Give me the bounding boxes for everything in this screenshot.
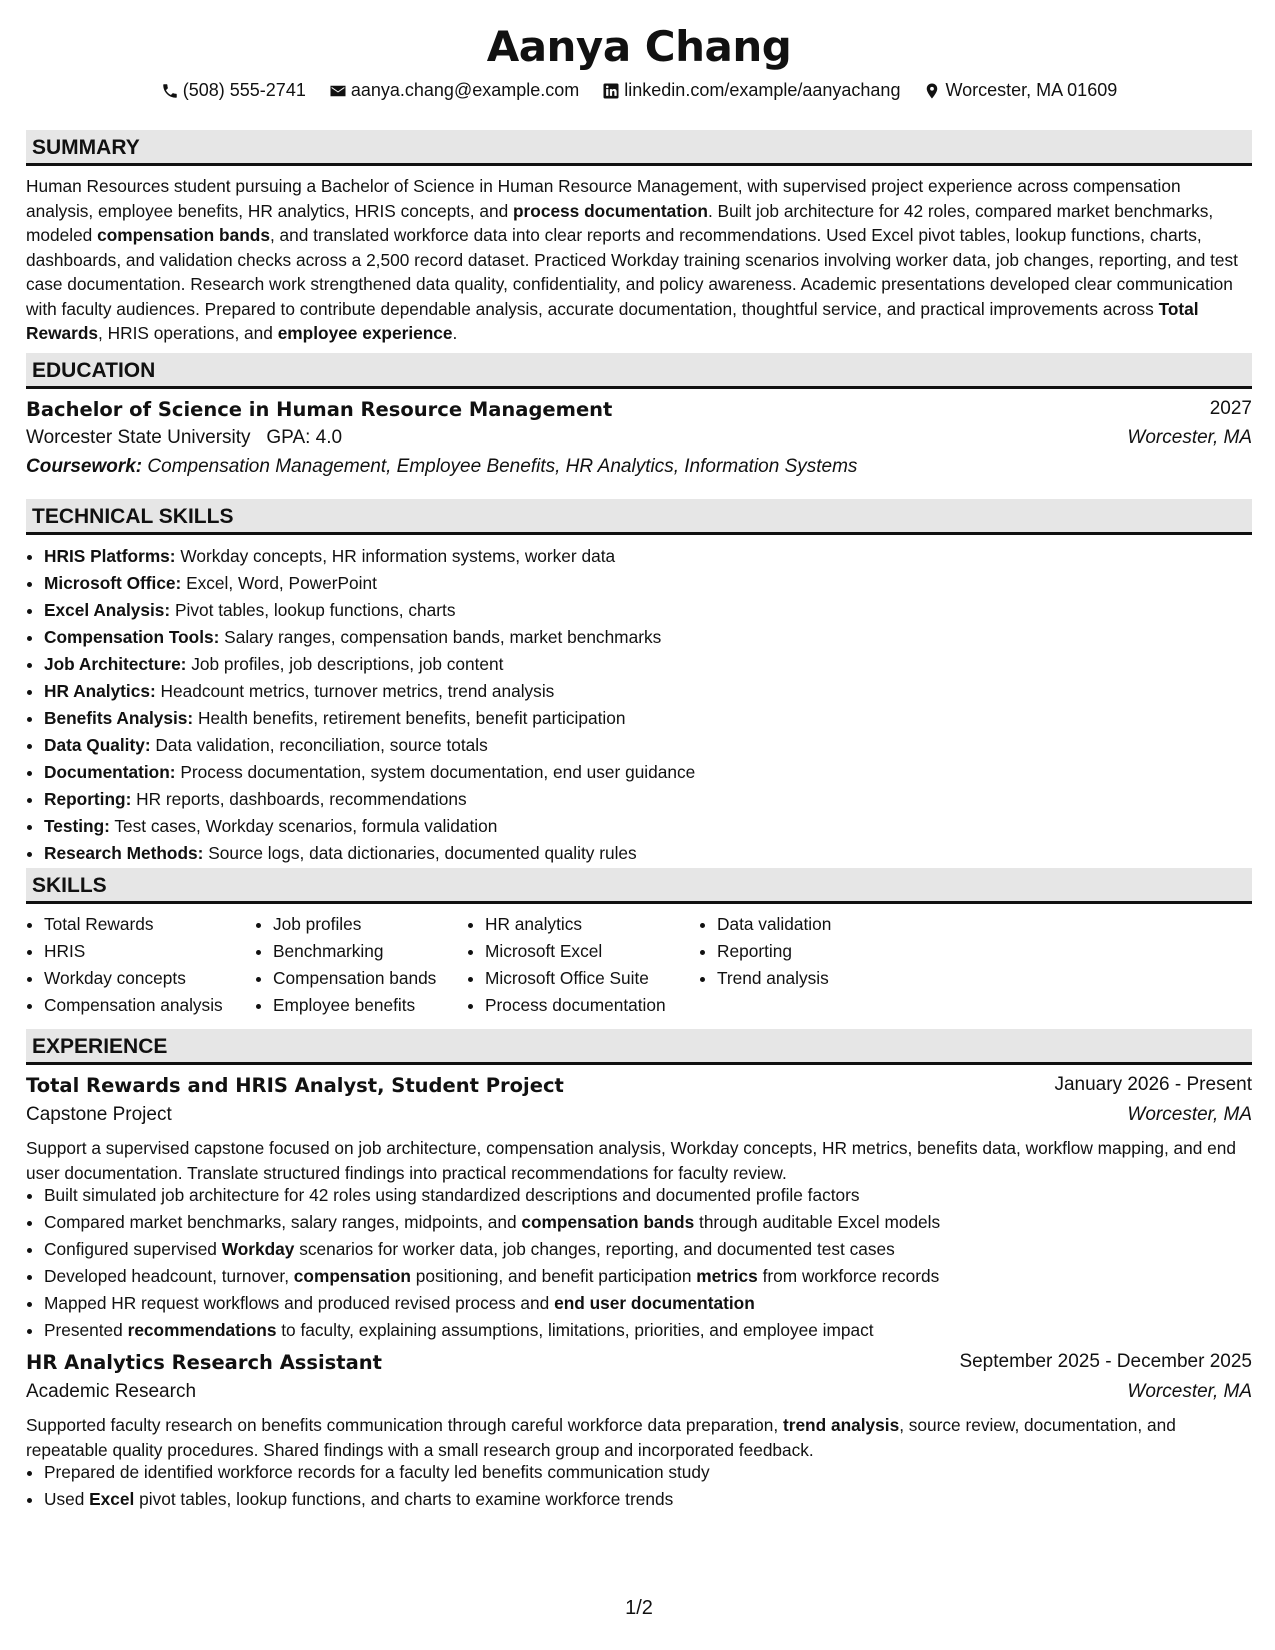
skills-column-4 xyxy=(699,911,831,992)
degree-title: Bachelor of Science in Human Resource Management xyxy=(26,398,613,421)
list-item xyxy=(44,840,695,867)
linkedin-text: linkedin.com/example/aanyachang xyxy=(624,80,901,100)
list-item xyxy=(44,1317,940,1344)
job-bullets xyxy=(26,1182,940,1344)
education-degree-row xyxy=(26,398,1252,426)
job-location: Worcester, MA xyxy=(1127,1381,1252,1402)
list-item xyxy=(44,1209,940,1236)
bullet-bold: metrics xyxy=(696,1266,758,1286)
job-bullets xyxy=(26,1459,710,1513)
candidate-name: Aanya Chang xyxy=(486,22,792,71)
school-name: Worcester State University xyxy=(26,427,251,448)
skill-label: Data Quality: xyxy=(44,735,151,755)
coursework xyxy=(26,456,857,478)
list-item: • Microsoft Office Suite xyxy=(485,965,666,992)
summary-bold: process documentation xyxy=(513,200,708,221)
job-title-row xyxy=(26,1351,1252,1379)
section-header-education xyxy=(26,353,1252,389)
bullet-text: Used xyxy=(44,1489,90,1509)
job-location: Worcester, MA xyxy=(1127,1104,1252,1125)
list-item: • Data validation xyxy=(717,911,831,938)
summary-bold: compensation bands xyxy=(97,225,270,245)
list-item xyxy=(44,624,695,651)
list-item: • Compensation bands xyxy=(273,965,436,992)
list-item: • HRIS xyxy=(44,938,223,965)
bullet-text: Built simulated job architecture for 42 roles using standardized descriptions and documented profile factors xyxy=(44,1185,860,1205)
list-item xyxy=(44,1459,710,1486)
bullet-bold: Excel xyxy=(89,1489,135,1509)
skill-value: Health benefits, retirement benefits, benefit participation xyxy=(193,708,626,728)
section-title: EDUCATION xyxy=(32,359,156,382)
skill-label: Research Methods: xyxy=(44,843,204,863)
skill-value: Pivot tables, lookup functions, charts xyxy=(170,600,456,620)
skill-label: HR Analytics: xyxy=(44,681,156,701)
list-item xyxy=(44,597,695,624)
bullet-text: Developed headcount, turnover, xyxy=(44,1266,294,1286)
bullet-text: Compared market benchmarks, salary ranges, midpoints, and xyxy=(44,1212,522,1232)
list-item: • Workday concepts xyxy=(44,965,223,992)
page-number: 1/2 xyxy=(625,1597,653,1619)
bullet-text: positioning, and benefit participation xyxy=(410,1266,697,1286)
skill-label: Microsoft Office: xyxy=(44,573,182,593)
bullet-bold: compensation bands xyxy=(521,1212,695,1232)
list-item xyxy=(44,1263,940,1290)
list-item: • Job profiles xyxy=(273,911,436,938)
bullet-text: from workforce records xyxy=(757,1266,940,1286)
job-dates: September 2025 - December 2025 xyxy=(959,1351,1252,1372)
skill-label: Excel Analysis: xyxy=(44,600,171,620)
job-title: Total Rewards and HRIS Analyst, Student Project xyxy=(26,1074,564,1097)
section-header-skills xyxy=(26,868,1252,904)
list-item xyxy=(44,732,695,759)
contact-phone[interactable] xyxy=(161,80,306,101)
skill-value: Excel, Word, PowerPoint xyxy=(181,573,377,593)
job-org-row xyxy=(26,1104,1252,1132)
location-text: Worcester, MA 01609 xyxy=(945,80,1118,100)
section-header-technical-skills xyxy=(26,499,1252,535)
section-title: TECHNICAL SKILLS xyxy=(32,505,234,528)
list-item xyxy=(44,678,695,705)
skills-grid xyxy=(26,911,1252,1023)
desc-text: Supported faculty research on benefits communication through careful workforce data preparation, xyxy=(26,1415,783,1435)
list-item: • Process documentation xyxy=(485,992,666,1019)
skill-value: Salary ranges, compensation bands, market benchmarks xyxy=(219,627,662,647)
email-text: aanya.chang@example.com xyxy=(350,80,580,100)
section-header-summary xyxy=(26,130,1252,166)
summary-part: , and translated workforce data into clear reports and recommendations. Used Excel pivot tables, lookup functions, charts, dashboards, and validation checks across a 2,500 record dataset. Practiced Workday training scenarios involving worker data, job changes, reporting, and test case documentation. Research work strengthened data quality, confidentiality, and policy awareness. Academic presentations developed clear communication with faculty audiences. Prepared to contribute dependable analysis, accurate documentation, thoughtful service, and practical improvements across xyxy=(26,225,1238,319)
envelope-icon xyxy=(329,82,347,100)
list-item xyxy=(44,705,695,732)
technical-skills-list xyxy=(26,543,695,867)
bullet-text: Mapped HR request workflows and produced revised process and xyxy=(44,1293,555,1313)
skills-column-2 xyxy=(255,911,436,1019)
bullet-bold: Workday xyxy=(221,1239,295,1259)
skill-value: Source logs, data dictionaries, documented quality rules xyxy=(203,843,637,863)
skill-value: Job profiles, job descriptions, job content xyxy=(186,654,504,674)
summary-part: . xyxy=(452,323,458,343)
list-item xyxy=(44,543,695,570)
list-item: • Benchmarking xyxy=(273,938,436,965)
skill-label: Benefits Analysis: xyxy=(44,708,194,728)
job-dates: January 2026 - Present xyxy=(1054,1074,1252,1095)
school-info xyxy=(26,427,342,449)
list-item xyxy=(44,786,695,813)
list-item xyxy=(44,570,695,597)
list-item xyxy=(44,759,695,786)
list-item xyxy=(44,1486,710,1513)
bullet-text: Presented xyxy=(44,1320,128,1340)
job-org: Capstone Project xyxy=(26,1104,172,1125)
education-school-row xyxy=(26,427,1252,455)
skill-value: HR reports, dashboards, recommendations xyxy=(131,789,467,809)
list-item xyxy=(44,813,695,840)
list-item xyxy=(44,651,695,678)
coursework-label: Coursework: xyxy=(26,456,143,477)
bullet-text: pivot tables, lookup functions, and charts to examine workforce trends xyxy=(134,1489,674,1509)
map-pin-icon xyxy=(923,82,941,100)
list-item: • Reporting xyxy=(717,938,831,965)
job-org-row xyxy=(26,1381,1252,1409)
skill-value: Test cases, Workday scenarios, formula validation xyxy=(109,816,498,836)
bullet-text: through auditable Excel models xyxy=(694,1212,941,1232)
section-title: EXPERIENCE xyxy=(32,1035,168,1058)
job-title: HR Analytics Research Assistant xyxy=(26,1351,382,1374)
job-description xyxy=(26,1413,1252,1462)
job-description: Support a supervised capstone focused on job architecture, compensation analysis, Workday concepts, HR metrics, benefits data, workflow mapping, and end user documentation. Translate structured findings into practical recommendations for faculty review. xyxy=(26,1138,1237,1183)
skill-label: Documentation: xyxy=(44,762,176,782)
bullet-text: scenarios for worker data, job changes, reporting, and documented test cases xyxy=(294,1239,895,1259)
summary-text xyxy=(26,174,1252,346)
bullet-text: Prepared de identified workforce records for a faculty led benefits communication study xyxy=(44,1462,710,1482)
summary-bold: Total Rewards xyxy=(26,298,1199,343)
phone-icon xyxy=(161,82,179,100)
resume-page xyxy=(26,0,1252,1650)
summary-part: Human Resources student pursuing a Bachelor of Science in Human Resource Management, with supervised project experience across compensation analysis, employee benefits, HR analytics, HRIS concepts, and xyxy=(26,176,1181,221)
list-item xyxy=(44,1182,940,1209)
graduation-year: 2027 xyxy=(1209,398,1252,419)
skill-value: Process documentation, system documentation, end user guidance xyxy=(175,762,696,782)
school-location: Worcester, MA xyxy=(1127,427,1252,448)
summary-bold: employee experience xyxy=(277,323,453,343)
contact-email[interactable] xyxy=(329,80,579,101)
gpa: GPA: 4.0 xyxy=(266,427,343,448)
section-header-experience xyxy=(26,1029,1252,1065)
contact-location xyxy=(923,80,1117,101)
coursework-list: Compensation Management, Employee Benefits, HR Analytics, Information Systems xyxy=(142,456,858,477)
list-item: • Microsoft Excel xyxy=(485,938,666,965)
skill-label: Testing: xyxy=(44,816,110,836)
list-item: • Employee benefits xyxy=(273,992,436,1019)
skill-label: Reporting: xyxy=(44,789,132,809)
skill-value: Data validation, reconciliation, source totals xyxy=(150,735,488,755)
phone-text: (508) 555-2741 xyxy=(182,80,306,100)
bullet-text: to faculty, explaining assumptions, limitations, priorities, and employee impact xyxy=(276,1320,874,1340)
list-item: • HR analytics xyxy=(485,911,666,938)
coursework-row xyxy=(26,456,1252,484)
list-item: • Total Rewards xyxy=(44,911,223,938)
bullet-text: Configured supervised xyxy=(44,1239,222,1259)
contact-linkedin[interactable] xyxy=(602,80,900,101)
desc-text: , source review, documentation, and repeatable quality procedures. Shared findings with a small research group and incorporated feedback. xyxy=(26,1415,1176,1460)
linkedin-icon xyxy=(602,82,620,100)
bullet-bold: compensation xyxy=(293,1266,411,1286)
skill-label: Job Architecture: xyxy=(44,654,187,674)
summary-part: . Built job architecture for 42 roles, compared market benchmarks, modeled xyxy=(26,200,1214,245)
list-item xyxy=(44,1236,940,1263)
skill-value: Headcount metrics, turnover metrics, trend analysis xyxy=(155,681,555,701)
skill-label: HRIS Platforms: xyxy=(44,546,176,566)
skill-label: Compensation Tools: xyxy=(44,627,220,647)
bullet-bold: end user documentation xyxy=(554,1293,755,1313)
summary-part: , HRIS operations, and xyxy=(98,323,278,343)
bullet-bold: recommendations xyxy=(127,1320,277,1340)
desc-bold: trend analysis xyxy=(782,1415,900,1435)
list-item: • Compensation analysis xyxy=(44,992,223,1019)
section-title: SKILLS xyxy=(32,874,107,897)
skills-column-1 xyxy=(26,911,223,1019)
skill-value: Workday concepts, HR information systems, worker data xyxy=(175,546,616,566)
job-title-row xyxy=(26,1074,1252,1102)
list-item: • Trend analysis xyxy=(717,965,831,992)
job-org: Academic Research xyxy=(26,1381,197,1402)
list-item xyxy=(44,1290,940,1317)
section-title: SUMMARY xyxy=(32,136,140,159)
skills-column-3 xyxy=(467,911,666,1019)
contact-line xyxy=(26,80,1252,105)
